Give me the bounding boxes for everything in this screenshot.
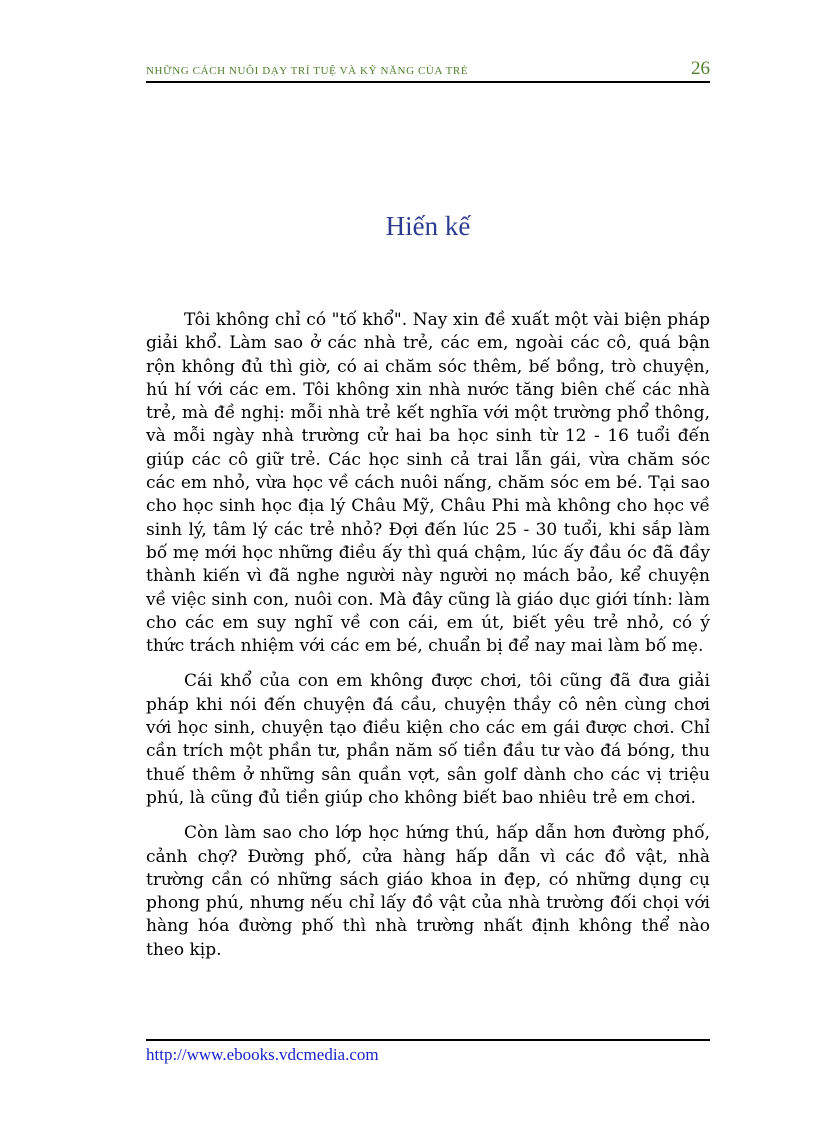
running-header <box>146 58 710 82</box>
body-text <box>146 309 710 974</box>
page-number: 26 <box>691 58 710 79</box>
chapter-title: Hiến kế <box>385 211 471 241</box>
footer-divider <box>146 1039 710 1041</box>
paragraph-3: Còn làm sao cho lớp học hứng thú, hấp dẫn hơn đường phố, cảnh chợ? Đường phố, cửa hàng hấp dẫn vì các đồ vật, nhà trường cần có những sách giáo khoa in đẹp, có những dụng cụ phong phú, nhưng nếu chỉ lấy đồ vật của nhà trường đối chọi với hàng hóa đường phố thì nhà trường nhất định không thể nào theo kịp. <box>146 823 710 960</box>
footer-website-link[interactable]: http://www.ebooks.vdcmedia.com <box>146 1045 379 1064</box>
running-title: NHỮNG CÁCH NUÔI DẠY TRÍ TUỆ VÀ KỸ NĂNG CỦA TRẺ <box>146 65 469 77</box>
paragraph-2: Cái khổ của con em không được chơi, tôi cũng đã đưa giải pháp khi nói đến chuyện đá cầu, chuyện thầy cô nên cùng chơi với học sinh, chuyện tạo điều kiện cho các em gái được chơi. Chỉ cần trích một phần tư, phần năm số tiền đầu tư vào đá bóng, thu thuế thêm ở những sân quần vợt, sân golf dành cho các vị triệu phú, là cũng đủ tiền giúp cho không biết bao nhiêu trẻ em chơi. <box>146 671 710 808</box>
paragraph-1: Tôi không chỉ có "tố khổ". Nay xin đề xuất một vài biện pháp giải khổ. Làm sao ở các nhà trẻ, các em, ngoài các cô, quá bận rộn không đủ thì giờ, có ai chăm sóc thêm, bế bồng, trò chuyện, hú hí với các em. Tôi không xin nhà nước tăng biên chế các nhà trẻ, mà đề nghị: mỗi nhà trẻ kết nghĩa với một trường phổ thông, và mỗi ngày nhà trường cử hai ba học sinh từ 12 - 16 tuổi đến giúp các cô giữ trẻ. Các học sinh cả trai lẫn gái, vừa chăm sóc các em nhỏ, vừa học về cách nuôi nấng, chăm sóc em bé. Tại sao cho học sinh học địa lý Châu Mỹ, Châu Phi mà không cho học về sinh lý, tâm lý các trẻ nhỏ? Đợi đến lúc 25 - 30 tuổi, khi sắp làm bố mẹ mới học những điều ấy thì quá chậm, lúc ấy đầu óc đã đầy thành kiến vì đã nghe người này người nọ mách bảo, kể chuyện về việc sinh con, nuôi con. Mà đây cũng là giáo dục giới tính: làm cho các em suy nghĩ về con cái, em út, biết yêu trẻ nhỏ, có ý thức trách nhiệm với các em bé, chuẩn bị để nay mai làm bố mẹ. <box>146 310 710 657</box>
header-divider <box>146 81 710 83</box>
